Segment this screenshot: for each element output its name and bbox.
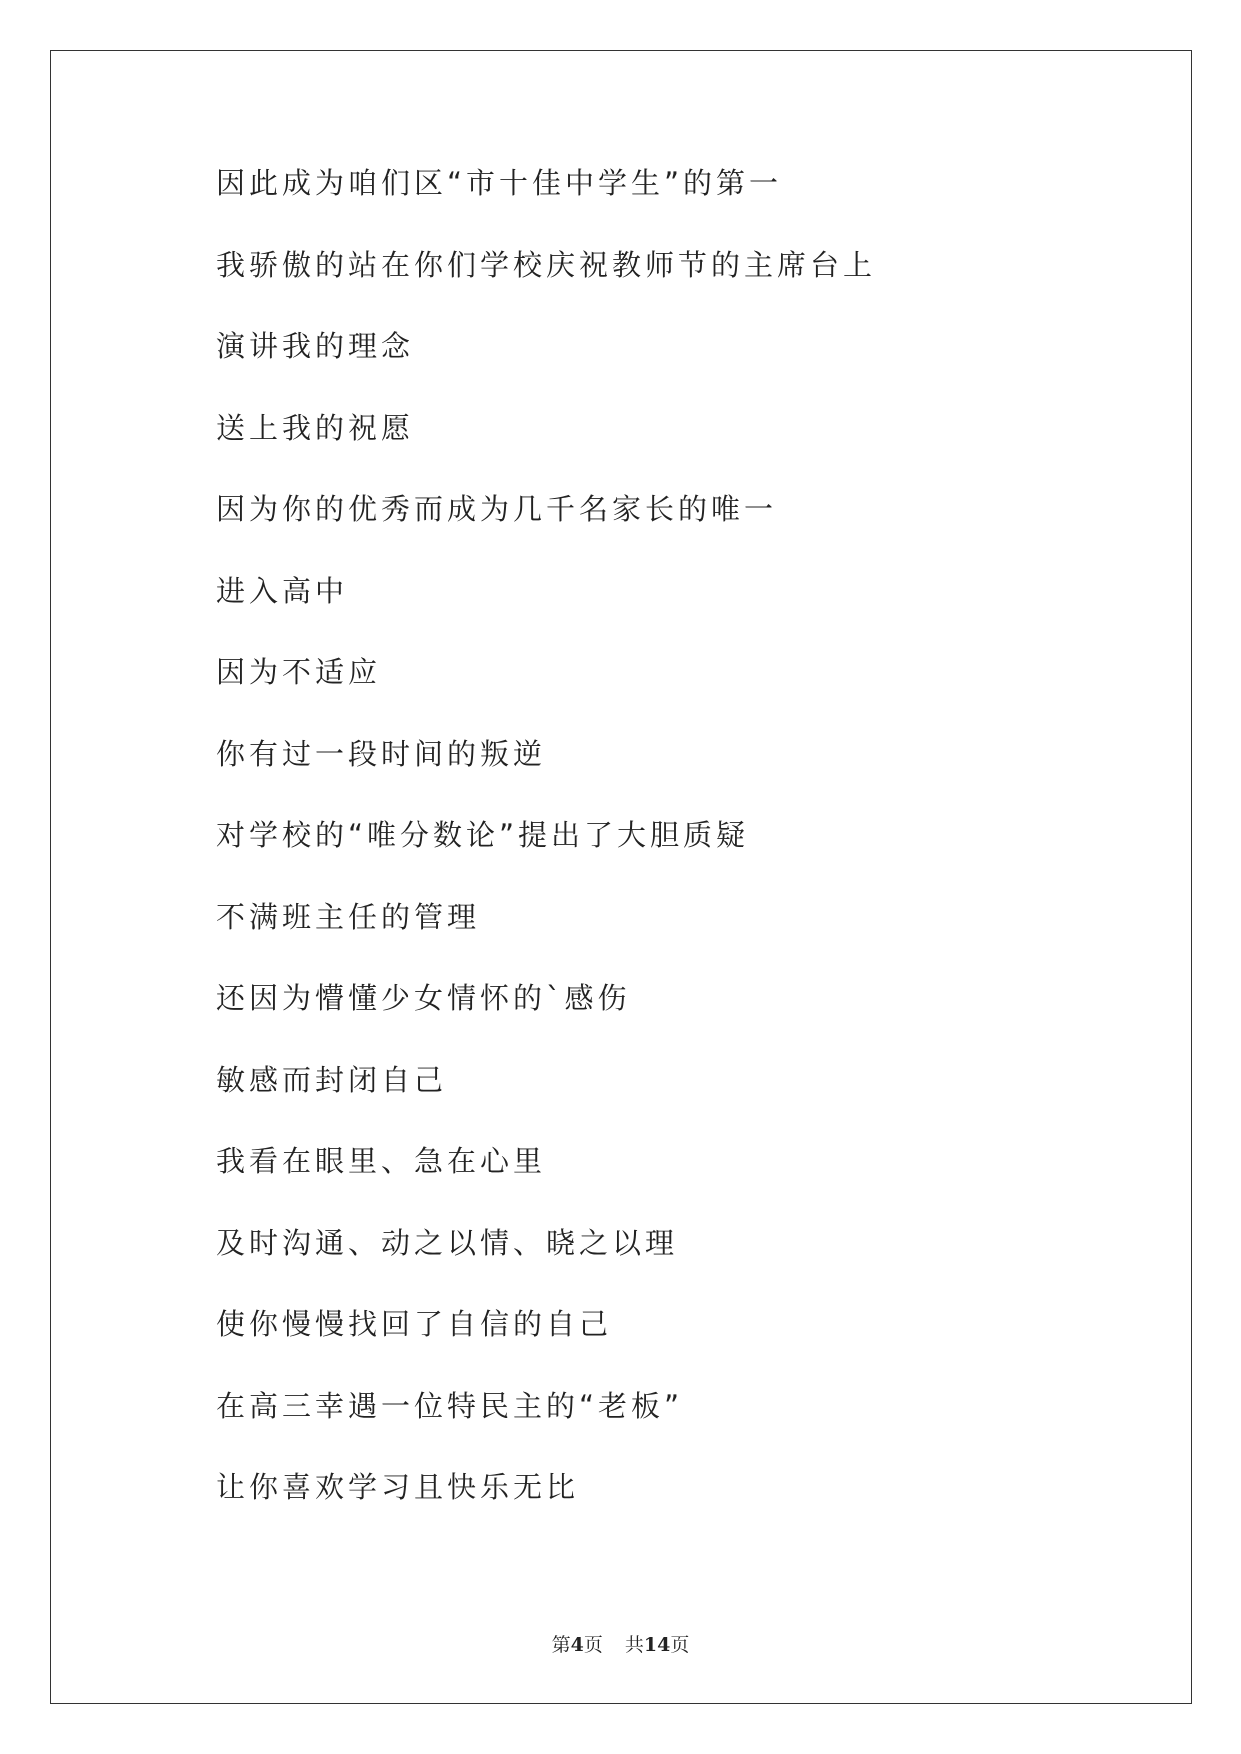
text-line-1: 因此成为咱们区“市十佳中学生”的第一 bbox=[216, 166, 783, 200]
text-line-9: 对学校的“唯分数论”提出了大胆质疑 bbox=[216, 818, 750, 852]
text-line-11: 还因为懵懂少女情怀的`感伤 bbox=[216, 981, 631, 1015]
text-line-8: 你有过一段时间的叛逆 bbox=[216, 736, 547, 771]
page-footer bbox=[0, 1630, 1241, 1657]
document-body bbox=[216, 165, 1116, 1551]
total-suffix: 页 bbox=[670, 1634, 690, 1656]
total-prefix: 共 bbox=[624, 1634, 644, 1656]
text-line-14: 及时沟通、动之以情、晓之以理 bbox=[216, 1225, 679, 1260]
total-pages: 14 bbox=[643, 1634, 671, 1656]
text-line-10: 不满班主任的管理 bbox=[216, 899, 481, 934]
text-line-15: 使你慢慢找回了自信的自己 bbox=[216, 1307, 613, 1341]
text-line-7: 因为不适应 bbox=[216, 655, 382, 689]
text-line-5: 因为你的优秀而成为几千名家长的唯一 bbox=[216, 492, 778, 526]
text-line-6: 进入高中 bbox=[216, 573, 349, 608]
text-line-13: 我看在眼里、急在心里 bbox=[216, 1144, 547, 1178]
text-line-17: 让你喜欢学习且快乐无比 bbox=[216, 1470, 580, 1504]
page-number: 4 bbox=[570, 1634, 584, 1656]
page-suffix: 页 bbox=[583, 1634, 603, 1656]
text-line-3: 演讲我的理念 bbox=[216, 329, 415, 363]
text-line-12: 敏感而封闭自己 bbox=[216, 1062, 448, 1097]
text-line-4: 送上我的祝愿 bbox=[216, 410, 415, 445]
page-prefix: 第 bbox=[551, 1634, 571, 1656]
text-line-16: 在高三幸遇一位特民主的“老板” bbox=[216, 1388, 684, 1423]
text-line-2: 我骄傲的站在你们学校庆祝教师节的主席台上 bbox=[216, 247, 877, 282]
